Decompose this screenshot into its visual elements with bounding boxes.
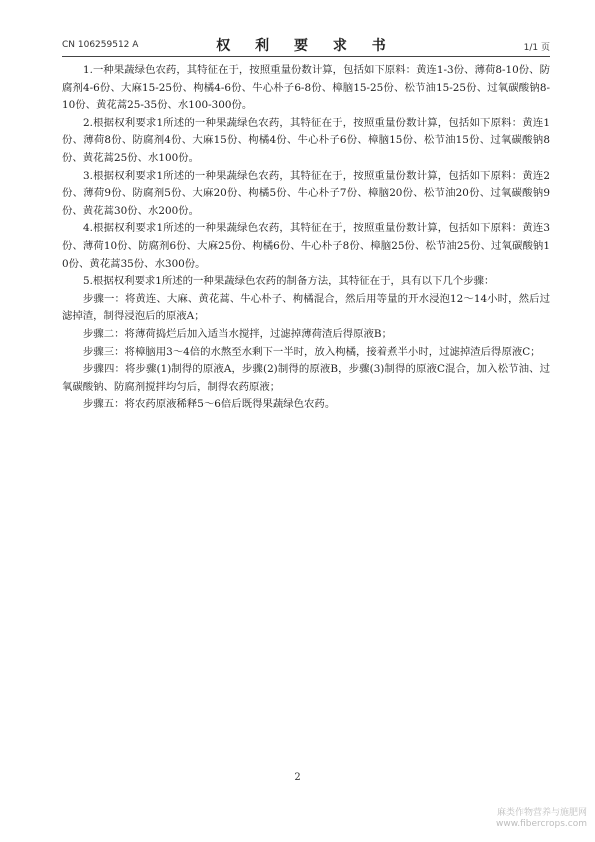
claims-body	[62, 62, 550, 414]
header-divider	[62, 56, 550, 57]
page-counter: 1/1 页	[523, 43, 550, 53]
claim-paragraph-3: 3.根据权利要求1所述的一种果蔬绿色农药，其特征在于，按照重量份数计算，包括如下原料：黄连2份、薄荷9份、防腐剂5份、大麻20份、枸橘5份、牛心朴子7份、樟脑20份、松节油20份、过氧碳酸钠9份、黄花蒿30份、水200份。	[62, 169, 550, 217]
step-paragraph-5: 步骤五：将农药原液稀释5～6倍后既得果蔬绿色农药。	[83, 398, 336, 411]
claim-paragraph-4: 4.根据权利要求1所述的一种果蔬绿色农药，其特征在于，按照重量份数计算，包括如下原料：黄连3份、薄荷10份、防腐剂6份、大麻25份、枸橘6份、牛心朴子8份、樟脑25份、松节油25份、过氧碳酸钠10份、黄花蒿35份、水300份。	[62, 222, 550, 270]
page-header	[62, 34, 550, 54]
claim-paragraph-2: 2.根据权利要求1所述的一种果蔬绿色农药，其特征在于，按照重量份数计算，包括如下原料：黄连1份、薄荷8份、防腐剂4份、大麻15份、枸橘4份、牛心朴子6份、樟脑15份、松节油15份、过氧碳酸钠8份、黄花蒿25份、水100份。	[62, 116, 550, 164]
claim-paragraph-1: 1.一种果蔬绿色农药，其特征在于，按照重量份数计算，包括如下原料：黄连1-3份、薄荷8-10份、防腐剂4-6份、大麻15-25份、枸橘4-6份、牛心朴子6-8份、樟脑15-25份、松节油15-25份、过氧碳酸钠8-10份、黄花蒿25-35份、水100-300份。	[62, 64, 550, 112]
step-paragraph-3: 步骤三：将樟脑用3～4倍的水熬至水剩下一半时，放入枸橘，接着煮半小时，过滤掉渣后得原液C；	[83, 345, 541, 358]
step-paragraph-1: 步骤一：将黄连、大麻、黄花蒿、牛心朴子、枸橘混合，然后用等量的开水浸泡12～14小时，然后过滤掉渣，制得浸泡后的原液A；	[62, 292, 550, 323]
claim-paragraph-5: 5.根据权利要求1所述的一种果蔬绿色农药的制备方法，其特征在于，具有以下几个步骤：	[83, 275, 495, 288]
document-title: 权 利 要 求 书	[216, 38, 396, 54]
watermark-url: www.fibercrops.com	[496, 819, 587, 829]
step-paragraph-4: 步骤四：将步骤(1)制得的原液A，步骤(2)制得的原液B，步骤(3)制得的原液C混合，加入松节油、过氧碳酸钠、防腐剂搅拌均匀后，制得农药原液；	[62, 363, 550, 393]
step-paragraph-2: 步骤二：将薄荷捣烂后加入适当水搅拌，过滤掉薄荷渣后得原液B；	[83, 327, 392, 340]
document-number: CN 106259512 A	[62, 40, 139, 50]
watermark-site-name: 麻类作物营养与施肥网	[496, 808, 587, 818]
page-number: 2	[294, 772, 301, 783]
watermark	[496, 808, 587, 830]
